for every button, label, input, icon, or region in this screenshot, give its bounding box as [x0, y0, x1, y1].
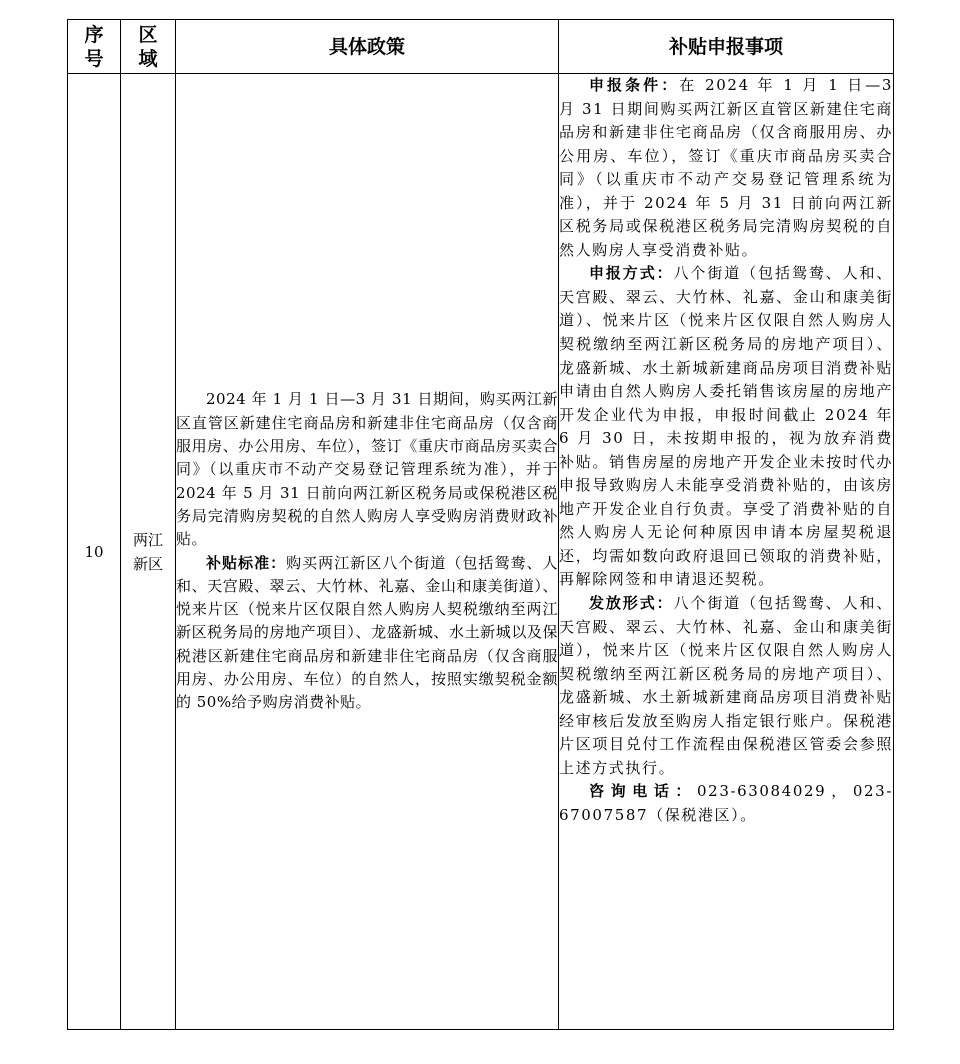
apply-contact [559, 780, 893, 827]
policy-intro: 2024 年 1 月 1 日—3 月 31 日期间，购买两江新区直管区新建住宅商品房和新建非住宅商品房（仅含商服用房、办公用房、车位），签订《重庆市商品房买卖合同》（以重庆市不动产交易登记管理系统为准），并于 2024 年 5 月 31 日前向两江新区税务局或保税港区税务局完清购房契税的自然人购房人享受购房消费财政补贴。 [176, 390, 558, 549]
table-row [68, 74, 894, 1030]
header-seq-line-1: 序 [84, 23, 104, 46]
header-apply: 补贴申报事项 [559, 20, 894, 74]
row-region [121, 74, 176, 1030]
apply-method [559, 262, 893, 592]
policy-standard [176, 552, 558, 715]
release-label: 发放形式： [589, 594, 674, 613]
policy-cell [176, 74, 559, 1030]
release-text: 八个街道（包括鸳鸯、人和、天宫殿、翠云、大竹林、礼嘉、金山和康美街道），悦来片区（悦来片区仅限自然人购房人契税缴纳至两江新区税务局的房地产项目）、龙盛新城、水土新城新建商品房项目消费补贴经审核后发放至购房人指定银行账户。保税港片区项目兑付工作流程由保税港区管委会参照上述方式执行。 [559, 594, 893, 777]
method-label: 申报方式： [589, 264, 674, 283]
contact-label: 咨询电话： [589, 782, 698, 801]
region-line-2: 新区 [132, 554, 163, 573]
header-region-line-1: 区 [138, 23, 158, 46]
header-row [68, 20, 894, 74]
header-seq [68, 20, 121, 74]
policy-table [67, 19, 894, 1030]
contact-text: 023-63084029，023-67007587（保税港区）。 [559, 782, 893, 824]
region-line-1: 两江 [132, 530, 163, 549]
apply-release [559, 592, 893, 780]
header-region-line-2: 域 [138, 47, 158, 70]
header-policy: 具体政策 [176, 20, 559, 74]
standard-label: 补贴标准： [206, 553, 287, 572]
header-region [121, 20, 176, 74]
apply-cell [559, 74, 894, 1030]
condition-text: 在 2024 年 1 月 1 日—3 月 31 日期间购买两江新区直管区新建住宅商品房和新建非住宅商品房（仅含商服用房、办公用房、车位），签订《重庆市商品房买卖合同》（以重庆市不动产交易登记管理系统为准），并于 2024 年 5 月 31 日前向两江新区税务局或保税港区税务局完清购房契税的自然人购房人享受消费补贴。 [559, 76, 893, 259]
apply-condition [559, 74, 893, 262]
condition-label: 申报条件： [589, 76, 680, 94]
header-seq-line-2: 号 [84, 47, 104, 70]
standard-text: 购买两江新区八个街道（包括鸳鸯、人和、天宫殿、翠云、大竹林、礼嘉、金山和康美街道）、悦来片区（悦来片区仅限自然人购房人契税缴纳至两江新区税务局的房地产项目）、龙盛新城、水土新城以及保税港区新建住宅商品房和新建非住宅商品房（仅含商服用房、办公用房、车位）的自然人，按照实缴契税金额的 50%给予购房消费补贴。 [176, 553, 558, 712]
method-text: 八个街道（包括鸳鸯、人和、天宫殿、翠云、大竹林、礼嘉、金山和康美街道）、悦来片区（悦来片区仅限自然人购房人契税缴纳至两江新区税务局的房地产项目）、龙盛新城、水土新城新建商品房项目消费补贴申请由自然人购房人委托销售该房屋的房地产开发企业代为申报，申报时间截止 2024 年 6 月 30 日，未按期申报的，视为放弃消费补贴。销售房屋的房地产开发企业未按时代办申报导致购房人未能享受消费补贴的，由该房地产开发企业自行负责。享受了消费补贴的自然人购房人无论何种原因申请本房屋契税退还，均需如数向政府退回已领取的消费补贴，再解除网签和申请退还契税。 [559, 264, 893, 589]
row-seq: 10 [68, 74, 121, 1030]
